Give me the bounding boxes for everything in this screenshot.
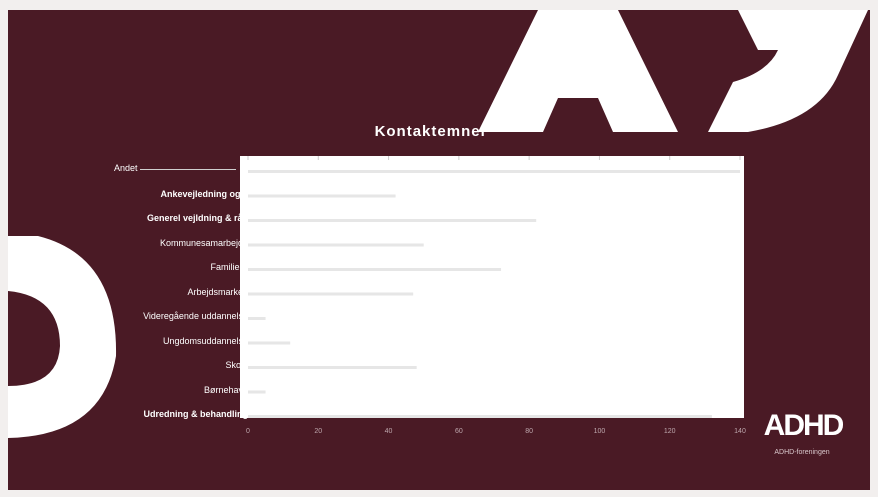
x-axis-tick-label: 0	[246, 428, 250, 435]
category-label: Ungdomsuddannelse	[162, 335, 248, 346]
decorative-letter-d-top	[708, 10, 870, 132]
bar-skole	[248, 366, 417, 369]
adhd-logo: ADHD	[763, 409, 843, 442]
bar-andet	[248, 170, 740, 173]
x-axis-tick-label: 40	[384, 428, 393, 435]
x-axis-tick-label: 20	[314, 428, 323, 435]
category-label: Ankevejledning og...	[160, 188, 248, 199]
category-label: Skole	[225, 360, 248, 370]
chart-title: Kontaktemner	[374, 123, 488, 140]
x-axis-tick-label: 100	[593, 428, 606, 435]
bar-videregående-uddannelse	[248, 317, 266, 320]
category-label: Familieliv	[210, 262, 248, 272]
bar-ungdomsuddannelse	[248, 342, 290, 345]
x-axis-tick-label: 60	[454, 428, 463, 435]
label-underline	[140, 169, 236, 170]
bar-ankevejledning-og-	[248, 195, 396, 198]
category-label: Videregående uddannelse	[143, 311, 248, 321]
bar-familieliv	[248, 268, 501, 271]
decorative-letter-d-left	[8, 236, 118, 438]
chart-plot-area	[240, 156, 744, 418]
chart-bars	[240, 156, 744, 418]
bar-børnehave	[248, 391, 266, 394]
x-axis-tick-label: 120	[663, 428, 676, 435]
x-axis-tick-label: 140	[734, 428, 746, 435]
category-label: Generel vejldning & råd	[146, 213, 248, 223]
logo-subtitle: ADHD-foreningen	[774, 449, 830, 456]
bar-generel-vejldning-råd	[248, 219, 536, 222]
category-label: Kommunesamarbejde	[159, 237, 248, 248]
x-axis-tick-label: 80	[525, 428, 534, 435]
category-label: Arbejdsmarked	[187, 286, 248, 297]
decorative-letter-a	[478, 10, 678, 132]
category-label: Udredning & behandling	[143, 409, 248, 419]
bar-udredning-behandling	[248, 415, 712, 418]
category-label: Børnehave	[203, 384, 248, 395]
bar-arbejdsmarked	[248, 293, 413, 296]
category-label: Andet	[114, 163, 138, 173]
bar-kommunesamarbejde	[248, 244, 424, 247]
